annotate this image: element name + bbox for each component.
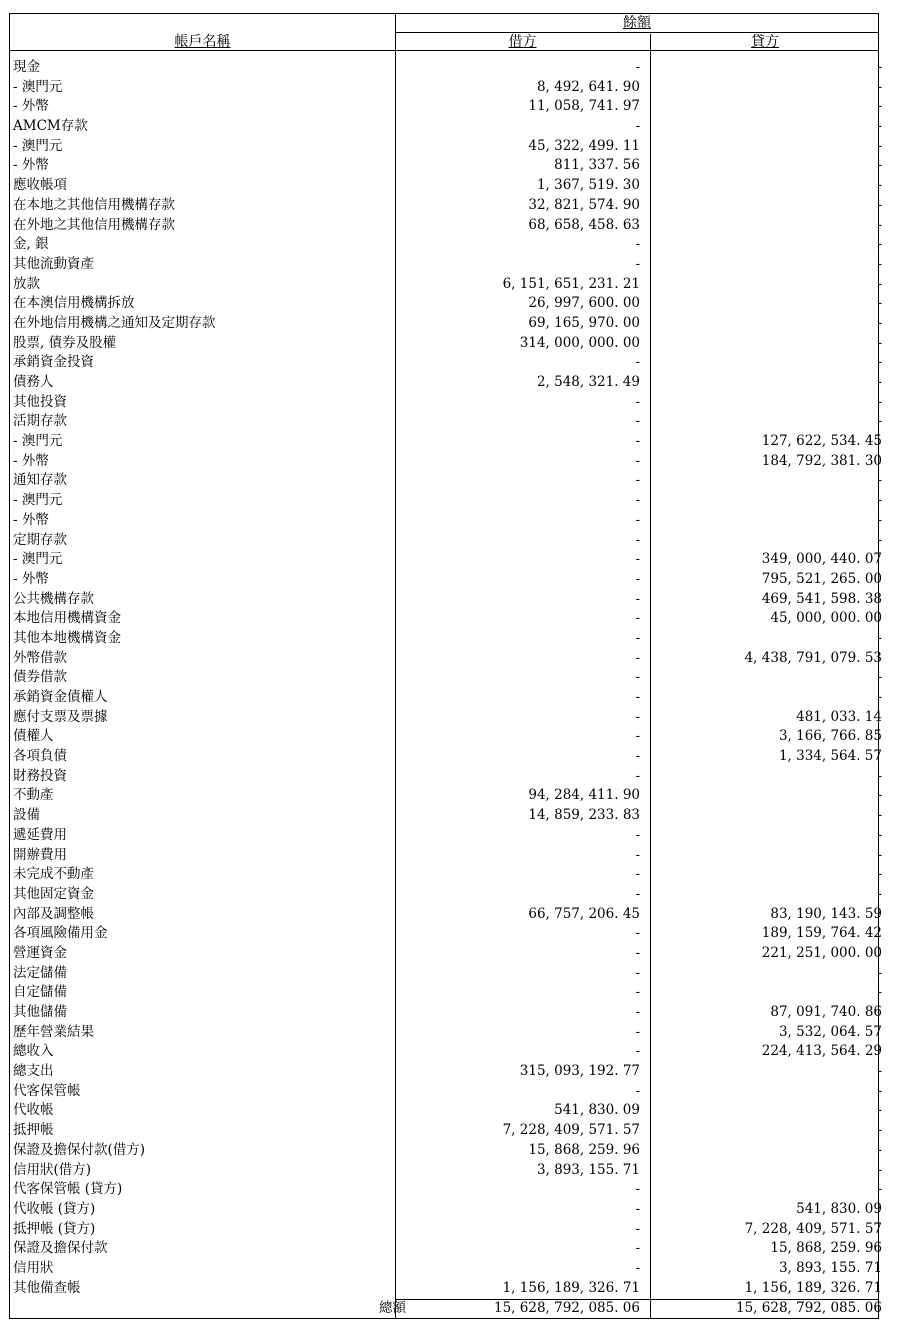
table-row [10, 905, 880, 925]
table-row [10, 727, 880, 747]
debit-value: - [635, 1220, 640, 1237]
table-row [10, 1082, 880, 1102]
debit-value: 32, 821, 574. 90 [528, 196, 640, 213]
debit-value: - [635, 59, 640, 75]
table-row [10, 196, 880, 216]
account-name: 歷年營業結果 [13, 1023, 94, 1040]
debit-value: 2, 548, 321. 49 [536, 374, 640, 390]
debit-value: - [635, 669, 640, 686]
debit-value: - [635, 984, 640, 1001]
credit-value: - [877, 236, 882, 253]
debit-value: 811, 337. 56 [554, 157, 640, 174]
account-name: 抵押帳 [13, 1122, 54, 1139]
credit-value: 3, 166, 766. 85 [778, 728, 882, 745]
table-row [10, 944, 880, 964]
credit-value: - [877, 866, 882, 883]
credit-value: - [877, 157, 882, 174]
debit-value: - [635, 925, 640, 942]
credit-value: - [877, 472, 882, 489]
credit-value: - [877, 826, 882, 843]
debit-value: - [635, 413, 640, 430]
credit-value: 1, 156, 189, 326. 71 [744, 1279, 882, 1296]
table-row [10, 1180, 880, 1200]
debit-value: 45, 322, 499. 11 [528, 137, 640, 154]
credit-value: - [877, 295, 882, 312]
account-name: 其他儲備 [13, 1004, 67, 1020]
account-name: 在外地之其他信用機構存款 [13, 216, 175, 233]
table-row [10, 97, 880, 117]
table-row [10, 176, 880, 196]
credit-value: - [877, 1063, 882, 1080]
account-name: 各項風險備用金 [13, 925, 108, 942]
debit-value: 1, 367, 519. 30 [536, 177, 640, 194]
table-row [10, 1279, 880, 1299]
credit-value: 224, 413, 564. 29 [761, 1043, 882, 1060]
account-name: 財務投資 [13, 767, 67, 784]
account-name: 公共機構存款 [13, 590, 94, 607]
account-name: - 澳門元 [13, 492, 63, 509]
credit-value: 541, 830. 09 [796, 1200, 882, 1217]
debit-value: 94, 284, 411. 90 [528, 787, 640, 804]
total-label: 總額 [379, 1300, 406, 1316]
credit-value: 469, 541, 598. 38 [761, 590, 882, 607]
credit-value: - [877, 98, 882, 115]
table-row [10, 708, 880, 728]
debit-value: - [635, 767, 640, 784]
account-name: 代收帳 (貸方) [13, 1200, 96, 1217]
account-name: 其他流動資產 [13, 255, 94, 272]
credit-value: - [877, 59, 882, 75]
debit-value: 15, 868, 259. 96 [528, 1141, 640, 1158]
table-row [10, 1141, 880, 1161]
account-name: - 澳門元 [13, 78, 63, 95]
account-name: 定期存款 [13, 531, 67, 548]
debit-value: - [635, 1240, 640, 1257]
credit-value: 3, 893, 155. 71 [778, 1259, 882, 1276]
table-row [10, 924, 880, 944]
credit-value: - [877, 78, 882, 95]
credit-value: - [877, 118, 882, 135]
account-name: 遞延費用 [13, 826, 67, 843]
account-name: 在本澳信用機構拆放 [13, 295, 135, 312]
account-name: 保證及擔保付款(借方) [13, 1141, 146, 1158]
debit-value: 541, 830. 09 [554, 1102, 640, 1119]
table-row [10, 58, 880, 78]
account-name: - 外幣 [13, 570, 49, 587]
table-row [10, 649, 880, 669]
table-row [10, 747, 880, 767]
account-name: 不動產 [13, 787, 54, 804]
account-name: 抵押帳 (貸方) [13, 1220, 96, 1237]
debit-value: 6, 151, 651, 231. 21 [502, 275, 640, 292]
table-row [10, 806, 880, 826]
debit-value: - [635, 511, 640, 528]
credit-value: 189, 159, 764. 42 [761, 925, 882, 942]
debit-value: - [635, 826, 640, 843]
table-row [10, 983, 880, 1003]
credit-value: 1, 334, 564. 57 [778, 748, 882, 765]
credit-value: - [877, 767, 882, 784]
debit-value: - [635, 610, 640, 627]
account-name-header: 帳戶名稱 [174, 34, 231, 50]
account-name: 債券借款 [13, 669, 67, 686]
table-row [10, 531, 880, 551]
table-row [10, 393, 880, 413]
debit-value: 66, 757, 206. 45 [528, 905, 640, 922]
account-name: - 外幣 [13, 98, 49, 115]
credit-value: - [877, 314, 882, 331]
credit-value: - [877, 216, 882, 233]
account-name: 代收帳 [13, 1102, 54, 1119]
debit-value: - [635, 236, 640, 253]
table-row [10, 1259, 880, 1279]
account-name: 在本地之其他信用機構存款 [13, 196, 175, 213]
account-name: 代客保管帳 (貸方) [13, 1181, 123, 1198]
account-name: 應收帳項 [13, 177, 67, 194]
table-row [10, 767, 880, 787]
account-name: 通知存款 [13, 472, 67, 489]
table-row [10, 452, 880, 472]
account-name: 其他固定資金 [13, 885, 94, 902]
account-name: 債務人 [13, 374, 54, 390]
debit-value: - [635, 472, 640, 489]
debit-value: 68, 658, 458. 63 [528, 216, 640, 233]
debit-value: 69, 165, 970. 00 [528, 314, 640, 331]
table-row [10, 1161, 880, 1181]
table-row [10, 156, 880, 176]
credit-value: 45, 000, 000. 00 [770, 610, 882, 627]
table-row [10, 668, 880, 688]
table-row [10, 826, 880, 846]
table-row [10, 78, 880, 98]
account-name: 自定儲備 [13, 984, 67, 1001]
credit-header: 貸方 [751, 34, 779, 50]
credit-value: - [877, 137, 882, 154]
debit-value: 7, 228, 409, 571. 57 [502, 1122, 640, 1139]
debit-value: - [635, 846, 640, 863]
debit-value: - [635, 649, 640, 666]
table-row [10, 609, 880, 629]
table-row [10, 1220, 880, 1240]
credit-value: - [877, 413, 882, 430]
account-rows [10, 58, 880, 1298]
table-row [10, 216, 880, 236]
account-name: 總收入 [13, 1043, 54, 1060]
table-row [10, 353, 880, 373]
debit-value: - [635, 748, 640, 765]
table-row [10, 491, 880, 511]
debit-value: 314, 000, 000. 00 [519, 334, 640, 351]
debit-value: - [635, 531, 640, 548]
debit-value: - [635, 944, 640, 961]
debit-value: - [635, 570, 640, 587]
debit-value: 3, 893, 155. 71 [536, 1161, 640, 1178]
table-row [10, 846, 880, 866]
table-row [10, 471, 880, 491]
table-row [10, 1121, 880, 1141]
account-name: 承銷資金債權人 [13, 689, 108, 705]
credit-value: - [877, 531, 882, 548]
account-name: 保證及擔保付款 [13, 1240, 108, 1257]
credit-value: - [877, 393, 882, 410]
account-name: 金, 銀 [13, 236, 49, 253]
debit-value: - [635, 551, 640, 568]
total-credit: 15, 628, 792, 085. 06 [736, 1300, 882, 1316]
debit-value: - [635, 255, 640, 272]
credit-value: 3, 532, 064. 57 [778, 1023, 882, 1040]
table-row [10, 1062, 880, 1082]
debit-value: - [635, 1023, 640, 1040]
table-row [10, 432, 880, 452]
credit-value: - [877, 1122, 882, 1139]
account-name: - 澳門元 [13, 551, 63, 568]
account-name: - 澳門元 [13, 137, 63, 154]
table-row [10, 786, 880, 806]
debit-value: - [635, 492, 640, 509]
debit-value: 11, 058, 741. 97 [528, 98, 640, 115]
credit-value: - [877, 354, 882, 371]
table-row [10, 570, 880, 590]
account-name: 開辦費用 [13, 846, 67, 863]
table-row [10, 117, 880, 137]
account-name: 股票, 債券及股權 [13, 334, 117, 351]
debit-value: - [635, 885, 640, 902]
credit-value: - [877, 1141, 882, 1158]
credit-value: - [877, 689, 882, 705]
account-name: 現金 [13, 59, 40, 75]
debit-value: - [635, 708, 640, 725]
account-name: - 外幣 [13, 511, 49, 528]
table-row [10, 550, 880, 570]
credit-value: - [877, 629, 882, 646]
credit-value: - [877, 334, 882, 351]
debit-value: - [635, 866, 640, 883]
debit-value: - [635, 1181, 640, 1198]
debit-value: - [635, 964, 640, 981]
credit-value: 349, 000, 440. 07 [761, 551, 882, 568]
credit-value: - [877, 807, 882, 824]
account-name: 承銷資金投資 [13, 354, 94, 371]
account-name: - 澳門元 [13, 433, 63, 450]
debit-value: - [635, 1200, 640, 1217]
debit-value: - [635, 1043, 640, 1060]
debit-header: 借方 [508, 34, 537, 50]
credit-value: - [877, 885, 882, 902]
account-name: 未完成不動產 [13, 866, 94, 883]
table-row [10, 373, 880, 393]
table-row [10, 688, 880, 708]
credit-value: 221, 251, 000. 00 [761, 944, 882, 961]
table-row [10, 1101, 880, 1121]
header-divider-columns [10, 50, 878, 51]
account-name: 設備 [13, 807, 40, 824]
credit-value: 15, 868, 259. 96 [770, 1240, 882, 1257]
account-name: 其他投資 [13, 393, 67, 410]
account-name: 其他備查帳 [13, 1279, 81, 1296]
credit-value: - [877, 846, 882, 863]
credit-value: 127, 622, 534. 45 [761, 433, 882, 450]
credit-value: - [877, 787, 882, 804]
account-name: 其他本地機構資金 [13, 629, 121, 646]
credit-value: - [877, 177, 882, 194]
account-name: 各項負債 [13, 748, 67, 765]
debit-value: - [635, 689, 640, 705]
account-name: 內部及調整帳 [13, 905, 94, 922]
table-row [10, 235, 880, 255]
debit-value: - [635, 393, 640, 410]
account-name: 債權人 [13, 728, 54, 745]
table-row [10, 255, 880, 275]
credit-value: - [877, 1082, 882, 1099]
table-row [10, 964, 880, 984]
total-debit: 15, 628, 792, 085. 06 [494, 1300, 640, 1316]
table-row [10, 1239, 880, 1259]
table-row [10, 629, 880, 649]
credit-value: - [877, 275, 882, 292]
debit-value: - [635, 590, 640, 607]
table-row [10, 294, 880, 314]
account-name: 活期存款 [13, 413, 67, 430]
credit-value: - [877, 255, 882, 272]
table-row [10, 1200, 880, 1220]
debit-value: - [635, 629, 640, 646]
table-row [10, 1023, 880, 1043]
account-name: 本地信用機構資金 [13, 610, 121, 627]
credit-value: - [877, 196, 882, 213]
table-row [10, 137, 880, 157]
credit-value: - [877, 1161, 882, 1178]
debit-value: - [635, 433, 640, 450]
credit-value: 7, 228, 409, 571. 57 [744, 1220, 882, 1237]
total-row [10, 1299, 880, 1318]
table-row [10, 334, 880, 354]
debit-value: 14, 859, 233. 83 [528, 807, 640, 824]
credit-value: - [877, 374, 882, 390]
table-row [10, 275, 880, 295]
credit-value: 184, 792, 381. 30 [761, 452, 882, 469]
credit-value: - [877, 492, 882, 509]
credit-value: - [877, 1102, 882, 1119]
account-name: 應付支票及票據 [13, 708, 108, 725]
account-name: 信用狀 [13, 1259, 54, 1276]
account-name: 法定儲備 [13, 964, 67, 981]
debit-value: 26, 997, 600. 00 [528, 295, 640, 312]
table-row [10, 1042, 880, 1062]
debit-value: - [635, 1082, 640, 1099]
table-row [10, 511, 880, 531]
account-name: 放款 [13, 275, 40, 292]
account-name: 代客保管帳 [13, 1082, 81, 1099]
table-row [10, 865, 880, 885]
debit-value: - [635, 452, 640, 469]
account-name: 營運資金 [13, 944, 67, 961]
account-name: 外幣借款 [13, 649, 67, 666]
table-row [10, 314, 880, 334]
credit-value: - [877, 511, 882, 528]
account-name: 信用狀(借方) [13, 1161, 92, 1178]
debit-value: 315, 093, 192. 77 [519, 1063, 640, 1080]
debit-value: 8, 492, 641. 90 [536, 78, 640, 95]
account-name: 在外地信用機構之通知及定期存款 [13, 314, 216, 331]
account-name: 總支出 [13, 1063, 54, 1080]
debit-value: 1, 156, 189, 326. 71 [502, 1279, 640, 1296]
credit-value: - [877, 1181, 882, 1198]
header-divider-balance [395, 32, 878, 33]
trial-balance-table [9, 13, 882, 1319]
credit-value: - [877, 964, 882, 981]
debit-value: - [635, 354, 640, 371]
table-row [10, 412, 880, 432]
credit-value: 4, 438, 791, 079. 53 [744, 649, 882, 666]
table-row [10, 1003, 880, 1023]
debit-value: - [635, 728, 640, 745]
credit-value: 795, 521, 265. 00 [761, 570, 882, 587]
debit-value: - [635, 1004, 640, 1020]
account-name: - 外幣 [13, 452, 49, 469]
credit-value: - [877, 669, 882, 686]
account-name: - 外幣 [13, 157, 49, 174]
debit-value: - [635, 118, 640, 135]
debit-value: - [635, 1259, 640, 1276]
table-row [10, 590, 880, 610]
credit-value: 83, 190, 143. 59 [770, 905, 882, 922]
credit-value: 481, 033. 14 [796, 708, 882, 725]
account-name: AMCM存款 [13, 118, 88, 135]
credit-value: - [877, 984, 882, 1001]
credit-value: 87, 091, 740. 86 [770, 1004, 882, 1020]
table-row [10, 885, 880, 905]
balance-header: 餘額 [623, 15, 651, 31]
